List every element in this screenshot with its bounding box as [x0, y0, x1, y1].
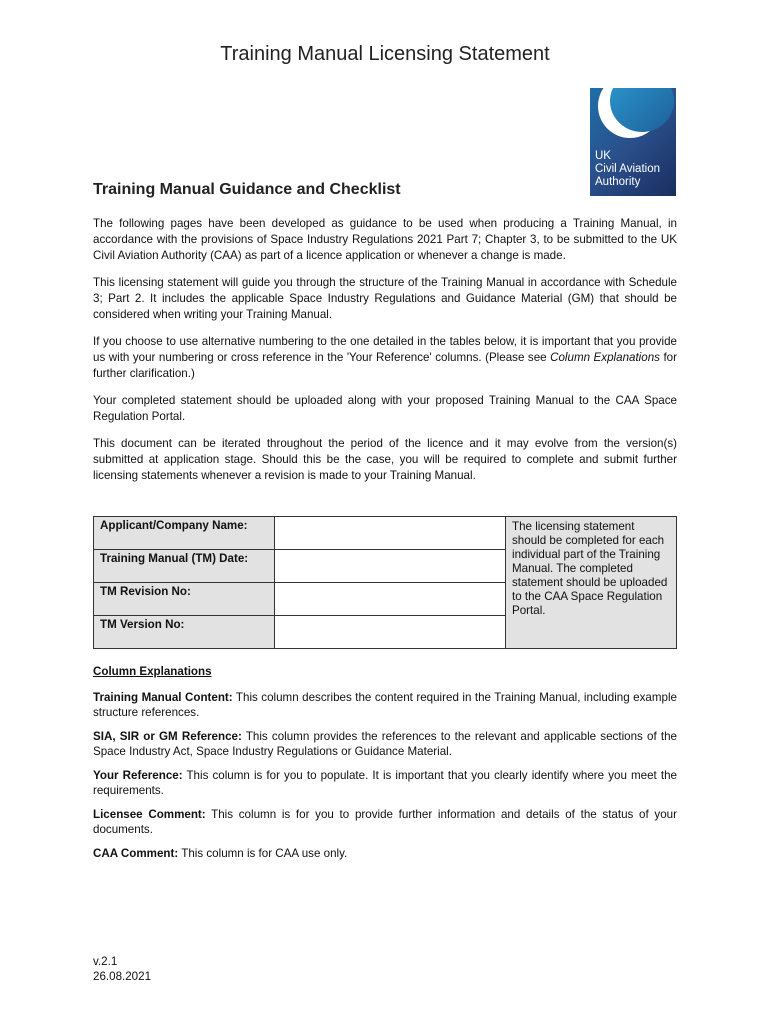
tm-revision-field[interactable]	[275, 583, 506, 616]
definition: This column describes the content required in the Training Manual, including example structure references.	[93, 690, 677, 719]
explanation-item	[93, 807, 677, 838]
intro-text	[93, 216, 677, 495]
logo-line: Civil Aviation	[595, 163, 660, 175]
applicant-name-label: Applicant/Company Name:	[94, 517, 275, 550]
term: Your Reference:	[93, 768, 183, 782]
version-number: v.2.1	[93, 955, 118, 968]
tm-revision-label: TM Revision No:	[94, 583, 275, 616]
term: SIA, SIR or GM Reference:	[93, 729, 242, 743]
form-note: The licensing statement should be completed for each individual part of the Training Manual. The completed statement should be uploaded to the CAA Space Regulation Portal.	[506, 517, 677, 649]
version-date: 26.08.2021	[93, 970, 152, 983]
column-explanations	[93, 664, 677, 869]
term: Licensee Comment:	[93, 807, 206, 821]
term: Training Manual Content:	[93, 690, 233, 704]
definition: This column is for CAA use only.	[178, 846, 348, 860]
logo-line: UK	[595, 150, 611, 162]
definition: This column is for you to provide further information and details of the status of your documents.	[93, 807, 677, 836]
definition: This column provides the references to the relevant and applicable sections of the Space Industry Act, Space Industry Regulations or Guidance Material.	[93, 729, 677, 758]
tm-date-label: Training Manual (TM) Date:	[94, 550, 275, 583]
explanation-item	[93, 690, 677, 721]
paragraph: Your completed statement should be uploaded along with your proposed Training Manual to the CAA Space Regulation Portal.	[93, 394, 677, 423]
tm-date-field[interactable]	[275, 550, 506, 583]
paragraph: The following pages have been developed as guidance to be used when producing a Training Manual, in accordance with the provisions of Space Industry Regulations 2021 Part 7; Chapter 3, to be submitted to the UK Civil Aviation Authority (CAA) as part of a licence application or whenever a change is made.	[93, 217, 677, 262]
column-explanations-reference: Column Explanations	[550, 351, 660, 364]
section-heading: Training Manual Guidance and Checklist	[93, 181, 401, 198]
paragraph: This licensing statement will guide you through the structure of the Training Manual in accordance with Schedule 3; Part 2. It includes the applicable Space Industry Regulations and Guidance Material (GM) that should be considered when writing your Training Manual.	[93, 276, 677, 321]
text: If you choose to use alternative numbering to the one detailed in the tables below, it is important that you provide us with your numbering or cross reference in the 'Your Reference' columns. (Please see	[93, 335, 677, 364]
caa-logo	[590, 88, 676, 196]
column-explanations-heading: Column Explanations	[93, 665, 212, 678]
explanation-item	[93, 729, 677, 760]
paragraph: This document can be iterated throughout the period of the licence and it may evolve from the version(s) submitted at application stage. Should this be the case, you will be required to complete and submit further licensing statements whenever a revision is made to your Training Manual.	[93, 437, 677, 482]
document-title: Training Manual Licensing Statement	[220, 43, 550, 65]
text: for further clarification.)	[93, 351, 677, 380]
explanation-item	[93, 846, 677, 862]
applicant-details-form	[93, 516, 677, 649]
term: CAA Comment:	[93, 846, 179, 860]
paragraph	[93, 334, 677, 382]
footer	[93, 954, 151, 984]
explanation-item	[93, 768, 677, 799]
logo-line: Authority	[595, 176, 641, 188]
logo-text	[595, 150, 660, 189]
tm-version-label: TM Version No:	[94, 616, 275, 649]
definition: This column is for you to populate. It is important that you clearly identify where you meet the requirements.	[93, 768, 677, 797]
tm-version-field[interactable]	[275, 616, 506, 649]
applicant-name-field[interactable]	[275, 517, 506, 550]
